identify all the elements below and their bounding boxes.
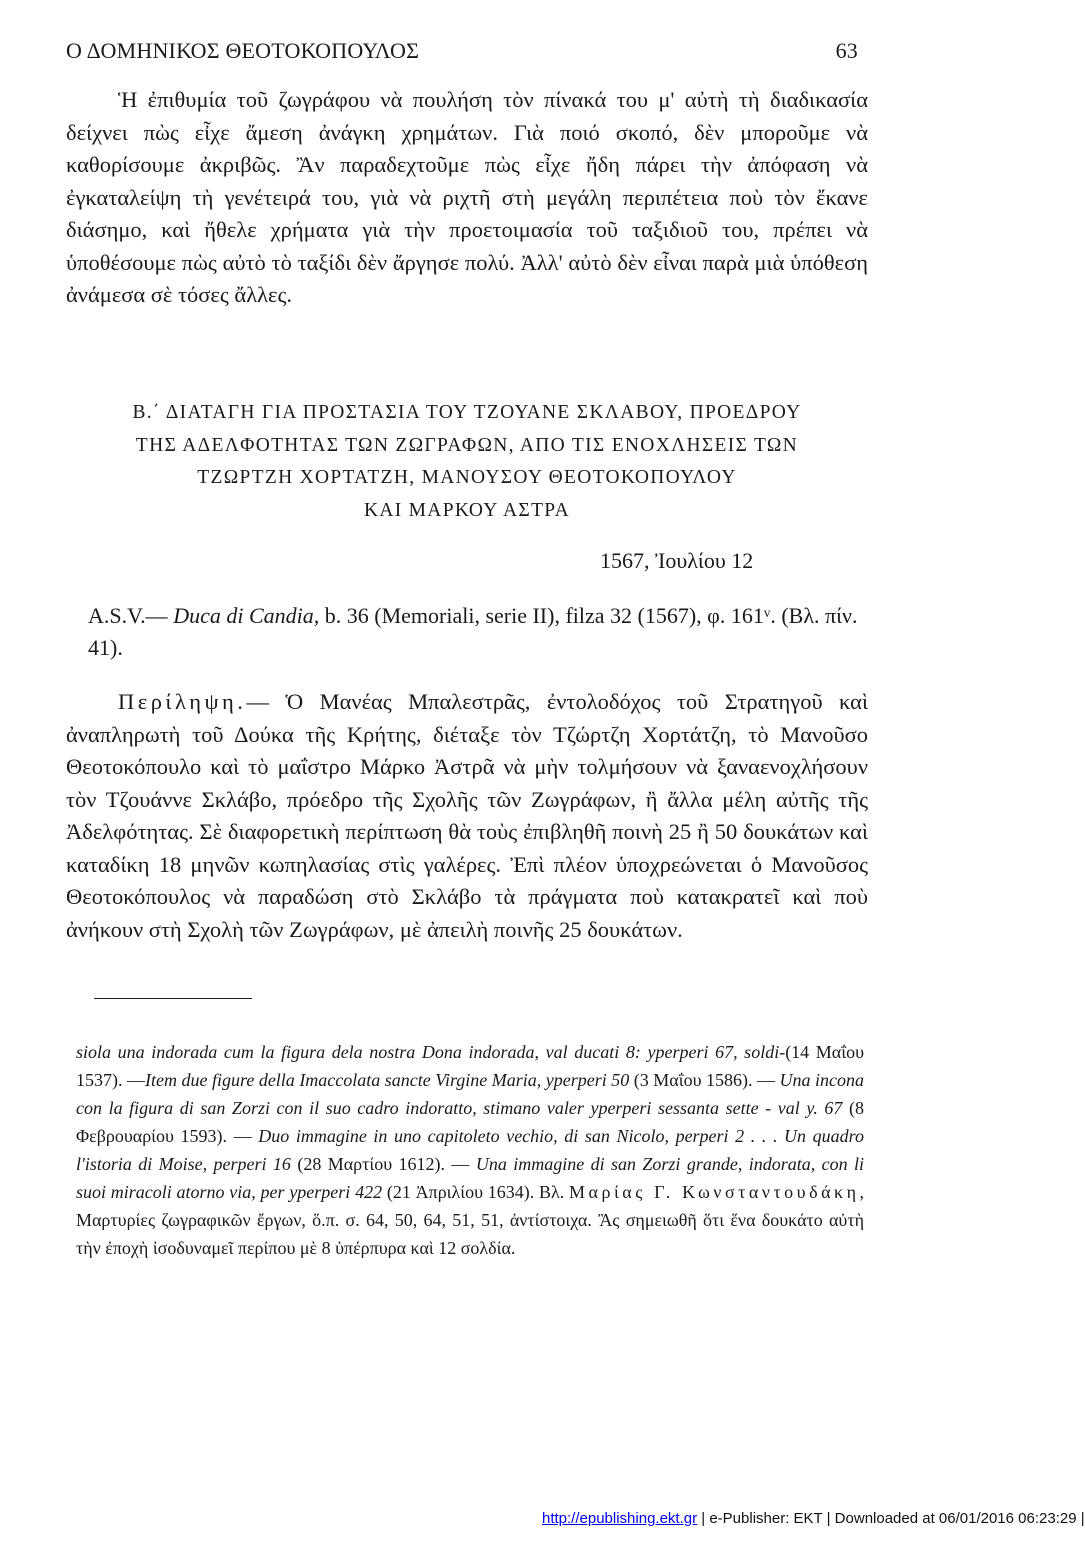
summary-paragraph [66, 686, 868, 946]
epublishing-link[interactable]: http://epublishing.ekt.gr [542, 1510, 698, 1527]
document-heading-line: ΤΗΣ ΑΔΕΛΦΟΤΗΤΑΣ ΤΩΝ ΖΩΓΡΑΦΩΝ, ΑΠΟ ΤΙΣ ΕΝΟΧΛΗΣΕΙΣ ΤΩΝ [135, 434, 799, 456]
footnote-quote: Duo immagine in uno capitoleto vechio, di san Nicolo, perperi 2 . . . Un quadro l'istoria di Moise, perperi 16 [76, 1126, 864, 1174]
source-italic: Duca di Candia, [173, 603, 320, 628]
document-heading [66, 397, 868, 527]
running-title: Ο ΔΟΜΗΝΙΚΟΣ ΘΕΟΤΟΚΟΠΟΥΛΟΣ [66, 38, 420, 63]
dateline: 1567, Ἰουλίου 12 [600, 548, 754, 573]
download-info: | e-Publisher: EKT | Downloaded at 06/01/2016 06:23:29 | [697, 1510, 1085, 1527]
footnote-date: (14 Μαΐου 1537). — [76, 1042, 864, 1090]
document-heading-line: ΤΖΩΡΤΖΗ ΧΟΡΤΑΤΖΗ, ΜΑΝΟΥΣΟΥ ΘΕΟΤΟΚΟΠΟΥΛΟΥ [197, 467, 737, 488]
footnote-date: (28 Μαρτίου 1612). — [290, 1154, 476, 1174]
footnote [76, 1038, 864, 1262]
document-heading-line: ΚΑΙ ΜΑΡΚΟΥ ΑΣΤΡΑ [363, 499, 571, 521]
running-head [66, 38, 858, 64]
footnote-rule [94, 998, 252, 999]
source-rest: b. 36 (Memoriali, serie II), filza 32 (1567), φ. 161ᵛ. (Βλ. πίν. 41). [88, 603, 858, 660]
footnote-reference: , Μαρτυρίες ζωγραφικῶν ἔργων, ὅ.π. σ. 64, 50, 64, 51, 51, ἀντίστοιχα. Ἂς σημειωθῆ ὅτι ἕνα δουκάτο αὐτὴ τὴν ἐποχὴ ἰσοδυναμεῖ περίπου μὲ 8 ὑπέρπυρα καὶ 12 σολδία. [76, 1182, 864, 1258]
download-footer [542, 1510, 1085, 1527]
summary-label: Περίληψη. [118, 689, 247, 714]
footnote-quote: Una incona con la figura di san Zorzi con il suo cadro indoratto, stimano valer yperperi sessanta sette - val y. 67 [76, 1070, 864, 1118]
page-number: 63 [835, 38, 858, 63]
source-prefix: A.S.V.— [88, 603, 174, 628]
summary-text: — Ὁ Μανέας Μπαλεστρᾶς, ἐντολοδόχος τοῦ Στρατηγοῦ καὶ ἀναπληρωτὴ τοῦ Δούκα τῆς Κρήτης, διέταξε τὸν Τζώρτζη Χορτάτζη, τὸ Μανοῦσο Θεοτοκόπουλο καὶ τὸ μαΐστρο Μάρκο Ἀστρᾶ νὰ μὴν τολμήσουν νὰ ξαναενοχλήσουν τὸν Τζουάννε Σκλάβο, πρόεδρο τῆς Σχολῆς τῶν Ζωγράφων, ἢ ἄλλα μέλη αὐτῆς τῆς Ἀδελφότητας. Σὲ διαφορετικὴ περίπτωση θὰ τοὺς ἐπιβληθῆ ποινὴ 25 ἢ 50 δουκάτων καὶ καταδίκη 18 μηνῶν κωπηλασίας στὶς γαλέρες. Ἐπὶ πλέον ὑποχρεώνεται ὁ Μανοῦσος Θεοτοκόπουλος νὰ παραδώση στὸ Σκλάβο τὰ πράγματα ποὺ κατακρατεῖ καὶ ποὺ ἀνήκουν στὴ Σχολὴ τῶν Ζωγράφων, μὲ ἀπειλὴ ποινῆς 25 δουκάτων. [66, 689, 868, 942]
document-heading-line: Β.΄ ΔΙΑΤΑΓΗ ΓΙΑ ΠΡΟΣΤΑΣΙΑ ΤΟΥ ΤΖΟΥΑΝΕ ΣΚΛΑΒΟΥ, ΠΡΟΕΔΡΟΥ [132, 402, 802, 423]
archival-source [88, 600, 868, 664]
footnote-quote: siola una indorada cum la figura dela nostra Dona indorada, val ducati 8: yperperi 67, soldi- [76, 1042, 786, 1062]
footnote-date: (3 Μαΐου 1586). — [629, 1070, 780, 1090]
intro-paragraph: Ἡ ἐπιθυμία τοῦ ζωγράφου νὰ πουλήση τὸν πίνακά του μ' αὐτὴ τὴ διαδικασία δείχνει πὼς εἶχε ἄμεση ἀνάγκη χρημάτων. Γιὰ ποιό σκοπό, δὲν μποροῦμε νὰ καθορίσουμε ἀκριβῶς. Ἂν παραδεχτοῦμε πὼς εἶχε ἤδη πάρει τὴν ἀπόφαση νὰ ἐγκαταλείψη τὴ γενέτειρά του, γιὰ νὰ ριχτῆ στὴ μεγάλη περιπέτεια ποὺ τὸν ἔκανε διάσημο, καὶ ἤθελε χρήματα γιὰ τὴν προετοιμασία τοῦ ταξιδιοῦ του, πρέπει νὰ ὑποθέσουμε πὼς αὐτὸ τὸ ταξίδι δὲν ἄργησε πολύ. Ἀλλ' αὐτὸ δὲν εἶναι παρὰ μιὰ ὑπόθεση ἀνάμεσα σὲ τόσες ἄλλες. [66, 87, 868, 307]
footnote-date: (8 Φεβρουαρίου 1593). — [76, 1098, 865, 1146]
footnote-date: (21 Ἀπριλίου 1634). Βλ. [382, 1182, 570, 1202]
footnote-author: Μαρίας Γ. Κωνσταντουδάκη [569, 1182, 860, 1202]
footnote-quote: Una immagine di san Zorzi grande, indorata, con li suoi miracoli atorno via, per yperperi 422 [76, 1154, 865, 1202]
footnote-quote: Item due figure della Imaccolata sancte Virgine Maria, yperperi 50 [145, 1070, 630, 1090]
